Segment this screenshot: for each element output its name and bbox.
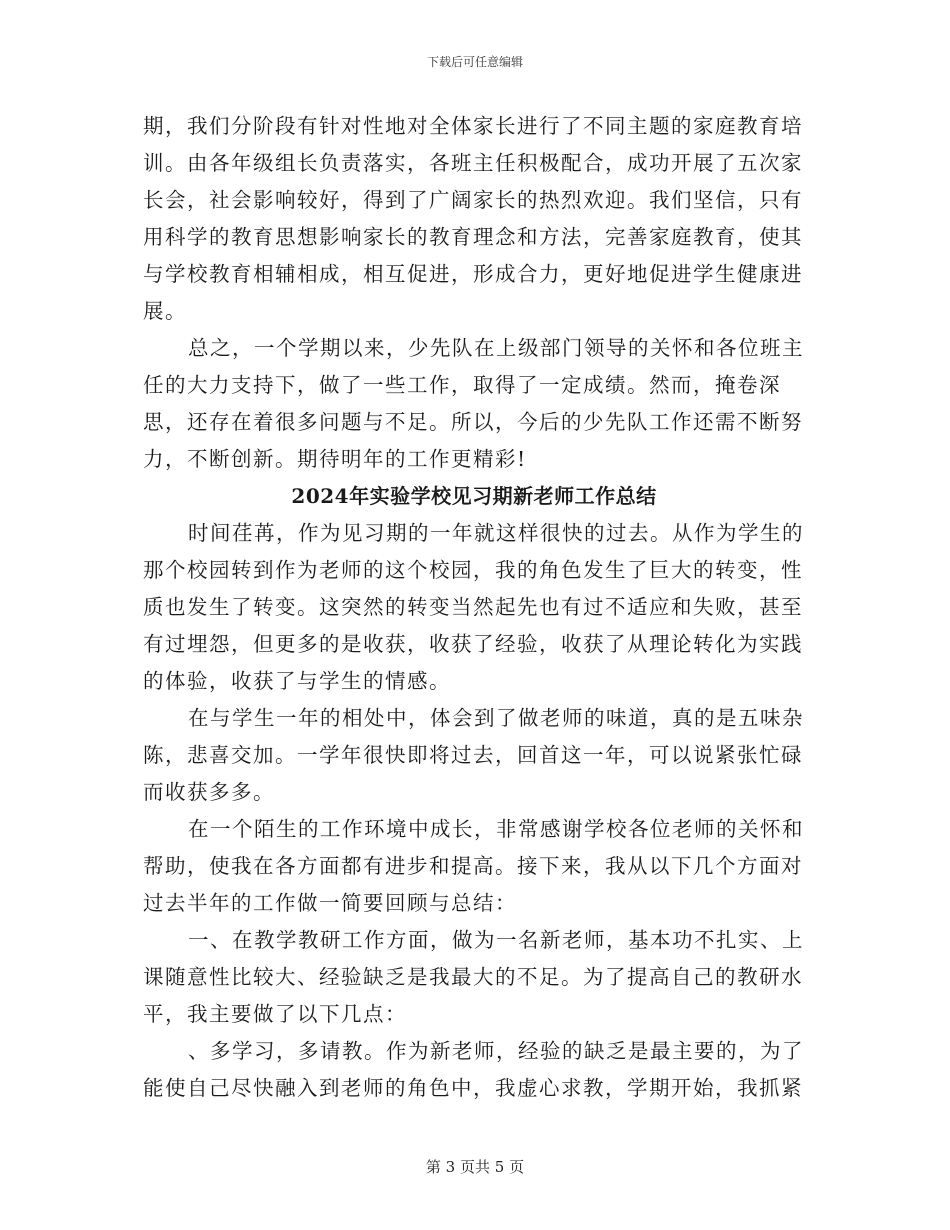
paragraph: 、多学习，多请教。作为新老师，经验的缺乏是最主要的，为了能使自己尽快融入到老师的角色中，我虚心求教，学期开始，我抓紧 [143, 1039, 804, 1100]
page-header: 下载后可任意编辑 [426, 55, 523, 69]
document-body [143, 108, 805, 1107]
paragraph: 在与学生一年的相处中，体会到了做老师的味道，真的是五味杂陈，悲喜交加。一学年很快即将过去，回首这一年，可以说紧张忙碌而收获多多。 [143, 706, 804, 804]
paragraph: 在一个陌生的工作环境中成长，非常感谢学校各位老师的关怀和帮助，使我在各方面都有进步和提高。接下来，我从以下几个方面对过去半年的工作做一简要回顾与总结： [143, 817, 804, 915]
paragraph: 时间荏苒，作为见习期的一年就这样很快的过去。从作为学生的那个校园转到作为老师的这个校园，我的角色发生了巨大的转变，性质也发生了转变。这突然的转变当然起先也有过不适应和失败，甚至有过埋怨，但更多的是收获，收获了经验，收获了从理论转化为实践的体验，收获了与学生的情感。 [143, 521, 804, 693]
paragraph: 一、在教学教研工作方面，做为一名新老师，基本功不扎实、上课随意性比较大、经验缺乏是我最大的不足。为了提高自己的教研水平，我主要做了以下几点： [143, 928, 804, 1026]
paragraph-summary: 总之，一个学期以来，少先队在上级部门领导的关怀和各位班主任的大力支持下，做了一些工作，取得了一定成绩。然而，掩卷深思，还存在着很多问题与不足。所以，今后的少先队工作还需不断努力，不断创新。期待明年的工作更精彩! [143, 336, 804, 471]
paragraph-continued: 期，我们分阶段有针对性地对全体家长进行了不同主题的家庭教育培训。由各年级组长负责落实，各班主任积极配合，成功开展了五次家长会，社会影响较好，得到了广阔家长的热烈欢迎。我们坚信，只有用科学的教育思想影响家长的教育理念和方法，完善家庭教育，使其与学校教育相辅相成，相互促进，形成合力，更好地促进学生健康进展。 [143, 114, 803, 323]
page-footer: 第 3 页共 5 页 [425, 1158, 525, 1176]
section-title: 2024年实验学校见习期新老师工作总结 [291, 484, 657, 508]
